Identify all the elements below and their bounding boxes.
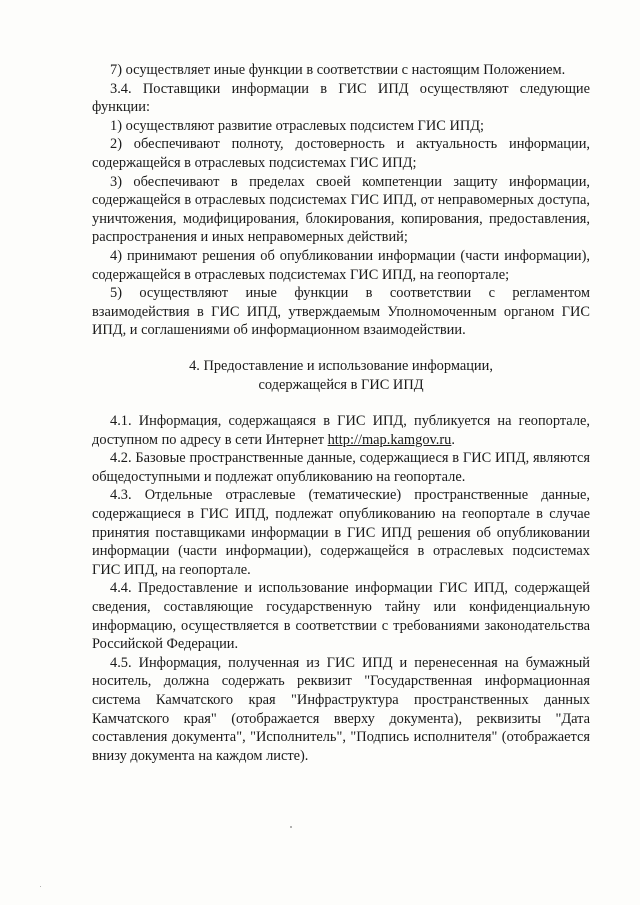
section-4-heading — [92, 357, 590, 394]
paragraph-item-7: 7) осуществляет иные функции в соответствии с настоящим Положением. — [110, 62, 566, 78]
paragraph-item-1: 1) осуществляют развитие отраслевых подсистем ГИС ИПД; — [110, 117, 485, 134]
paragraph-4-1-text: 4.1. Информация, содержащаяся в ГИС ИПД, публикуется на геопортале, доступном по адресу в сети Интернет — [92, 413, 590, 448]
document-body — [92, 61, 590, 765]
paragraph-4-5: 4.5. Информация, полученная из ГИС ИПД и перенесенная на бумажный носитель, должна содержать реквизит "Государственная информационная система Камчатского края "Инфраструктура пространственных данных Камчатского края" (отображается вверху документа), реквизиты "Дата составления документа", "Исполнитель", "Подпись исполнителя" (отображается внизу документа на каждом листе). — [92, 654, 590, 764]
paragraph-4-1-end: . — [451, 431, 455, 448]
paragraph-item-3: 3) обеспечивают в пределах своей компетенции защиту информации, содержащейся в отраслевых подсистемах ГИС ИПД, от неправомерных доступа, уничтожения, модифицирования, блокирования, копирования, предоставления, распространения и иных неправомерных действий; — [92, 173, 590, 246]
paragraph-4-1 — [92, 412, 590, 449]
paragraph-4-2: 4.2. Базовые пространственные данные, содержащиеся в ГИС ИПД, являются общедоступными и подлежат опубликованию на геопортале. — [92, 450, 590, 485]
section-4-title-line-1: 4. Предоставление и использование информации, — [189, 357, 493, 374]
paragraph-item-4: 4) принимают решения об опубликовании информации (части информации), содержащейся в отраслевых подсистемах ГИС ИПД, на геопортале; — [92, 247, 590, 283]
scan-speck — [290, 826, 292, 828]
paragraph-item-5: 5) осуществляют иные функции в соответствии с регламентом взаимодействия в ГИС ИПД, утверждаемым Уполномоченным органом ГИС ИПД, и соглашениями об информационном взаимодействии. — [92, 285, 590, 339]
paragraph-4-3: 4.3. Отдельные отраслевые (тематические) пространственные данные, содержащиеся в ГИС ИПД, подлежат опубликованию на геопортале в случае принятия поставщиками информации в ГИС ИПД решения об опубликовании информации (части информации), содержащейся в отраслевых подсистемах ГИС ИПД, на геопортале. — [92, 487, 590, 578]
paragraph-item-2: 2) обеспечивают полноту, достоверность и актуальность информации, содержащейся в отраслевых подсистемах ГИС ИПД; — [92, 136, 590, 171]
scan-speck — [40, 886, 41, 887]
paragraph-3-4: 3.4. Поставщики информации в ГИС ИПД осуществляют следующие функции: — [92, 80, 590, 116]
geoportal-link[interactable]: http://map.kamgov.ru — [327, 431, 452, 448]
section-4-title-line-2: содержащейся в ГИС ИПД — [258, 376, 424, 393]
paragraph-4-4: 4.4. Предоставление и использование информации ГИС ИПД, содержащей сведения, составляющие государственную тайну или конфиденциальную информацию, осуществляется в соответствии с требованиями законодательства Российской Федерации. — [92, 580, 590, 653]
